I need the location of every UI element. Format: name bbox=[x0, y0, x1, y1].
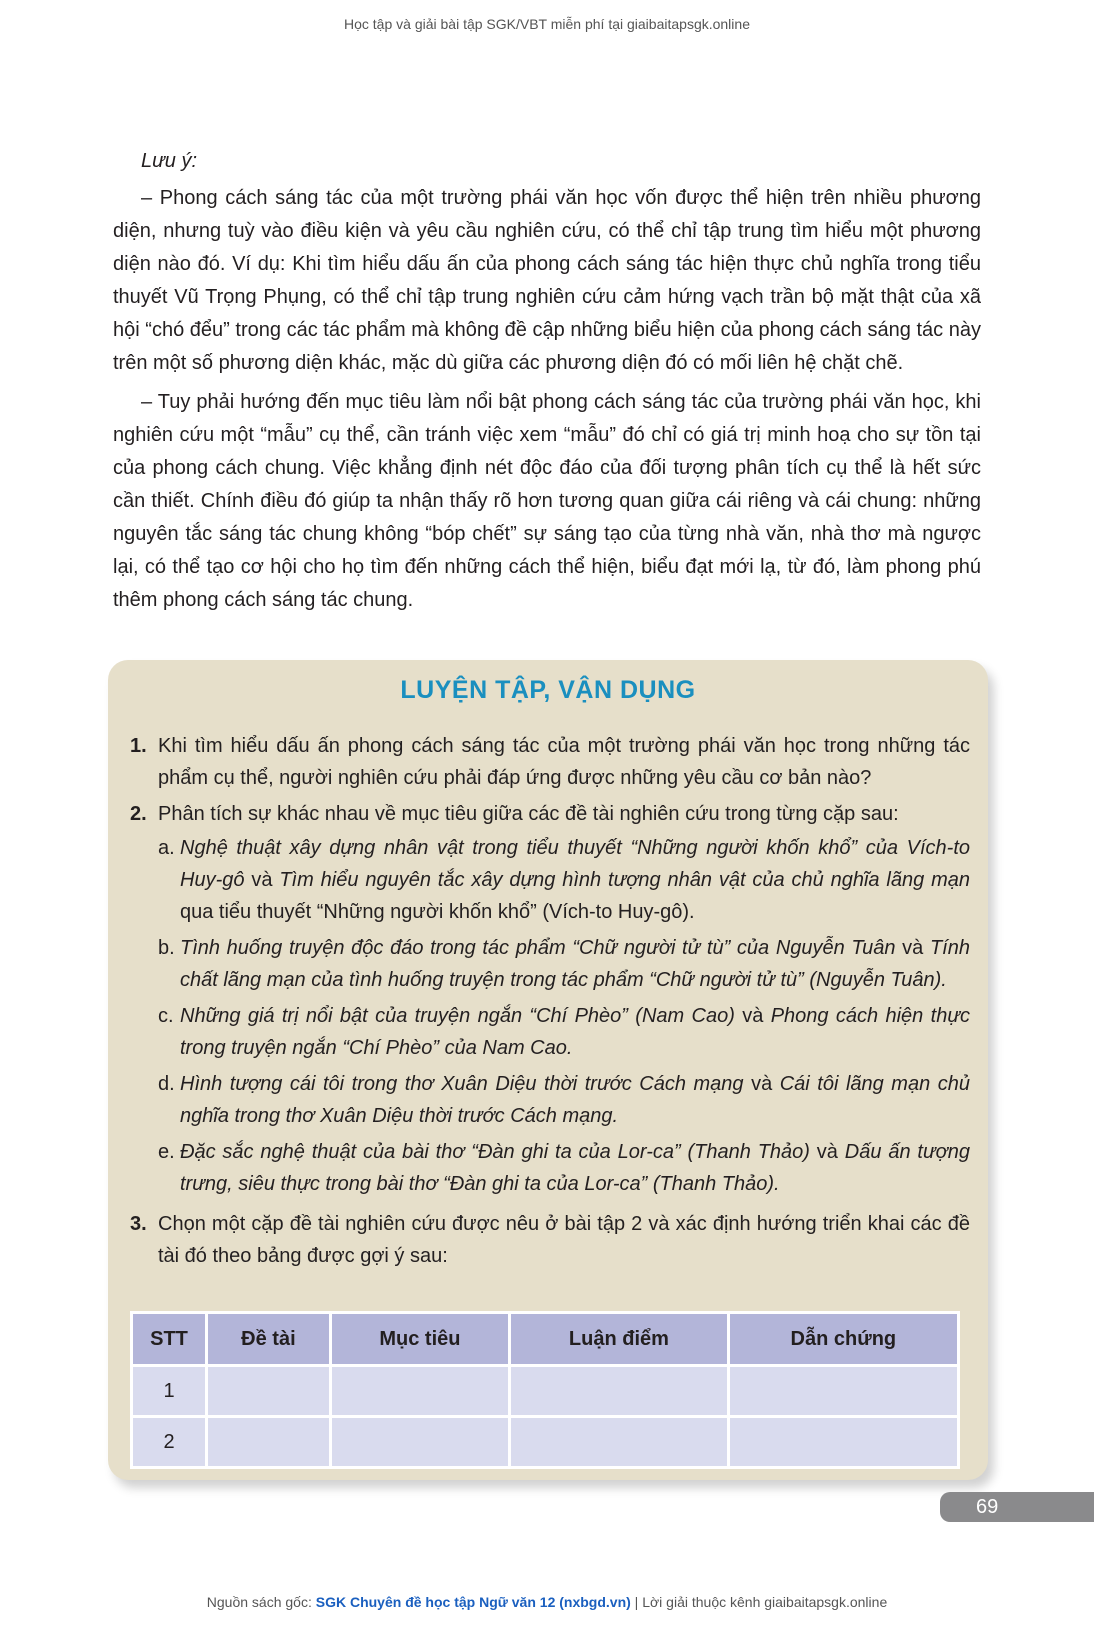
page-number: 69 bbox=[940, 1492, 1094, 1522]
topic-e1: Đặc sắc nghệ thuật của bài thơ “Đàn ghi ta của Lor-ca” (Thanh Thảo) bbox=[180, 1141, 810, 1163]
exercise-text: Khi tìm hiểu dấu ấn phong cách sáng tác của một trường phái văn học trong những tác phẩm cụ thể, người nghiên cứu phải đáp ứng được những yêu cầu cơ bản nào? bbox=[158, 735, 970, 789]
sub-item-c bbox=[158, 1000, 970, 1064]
suggestion-table bbox=[130, 1311, 960, 1469]
footer-prefix: Nguồn sách gốc: bbox=[206, 1594, 316, 1610]
table-cell bbox=[330, 1417, 509, 1468]
note-paragraph-1: – Phong cách sáng tác của một trường phái văn học vốn được thể hiện trên nhiều phương diện, nhưng tuỳ vào điều kiện và yêu cầu nghiên cứu, có thể chỉ tập trung tìm hiểu một phương diện nào đó. Ví dụ: Khi tìm hiểu dấu ấn của phong cách sáng tác hiện thực chủ nghĩa trong tiểu thuyết Vũ Trọng Phụng, có thể chỉ tập trung nghiên cứu cảm hứng vạch trần bộ mặt thật của xã hội “chó đểu” trong các tác phẩm mà không đề cập những biểu hiện của phong cách sáng tác này trên một số phương diện khác, mặc dù giữa các phương diện đó có mối liên hệ chặt chẽ. bbox=[113, 187, 981, 374]
exercise-text: Chọn một cặp đề tài nghiên cứu được nêu ở bài tập 2 và xác định hướng triển khai các đề tài đó theo bảng được gợi ý sau: bbox=[158, 1213, 970, 1267]
sub-letter: c. bbox=[158, 1005, 174, 1027]
note-section bbox=[113, 145, 981, 623]
sub-item-e bbox=[158, 1136, 970, 1200]
conjunction: và bbox=[734, 1005, 771, 1027]
exercise-2 bbox=[130, 798, 970, 1204]
table-cell bbox=[207, 1366, 331, 1417]
exercise-number: 2. bbox=[130, 803, 147, 825]
row-number: 2 bbox=[132, 1417, 207, 1468]
sub-item-d bbox=[158, 1068, 970, 1132]
table-cell bbox=[728, 1366, 958, 1417]
sub-letter: e. bbox=[158, 1141, 175, 1163]
header-stt: STT bbox=[132, 1313, 207, 1366]
topic-b2: Tính chất lãng mạn của tình huống truyện trong tác phẩm “Chữ người tử tù” (Nguyễn Tuân). bbox=[180, 937, 970, 991]
topic-c2: Phong cách hiện thực trong truyện ngắn “Chí Phèo” của Nam Cao. bbox=[180, 1005, 970, 1059]
exercise-3 bbox=[130, 1208, 970, 1272]
sub-letter: b. bbox=[158, 937, 175, 959]
exercise-list bbox=[130, 730, 970, 1276]
source-link[interactable]: SGK Chuyên đề học tập Ngữ văn 12 (nxbgd.vn) bbox=[315, 1594, 631, 1610]
practice-title: LUYỆN TẬP, VẬN DỤNG bbox=[400, 676, 696, 704]
sub-letter: a. bbox=[158, 837, 175, 859]
conjunction: và bbox=[743, 1073, 780, 1095]
row-number: 1 bbox=[132, 1366, 207, 1417]
header-objective: Mục tiêu bbox=[330, 1313, 509, 1366]
footer-suffix: | Lời giải thuộc kênh giaibaitapsgk.online bbox=[630, 1594, 888, 1610]
topic-d1: Hình tượng cái tôi trong thơ Xuân Diệu thời trước Cách mạng bbox=[180, 1073, 744, 1095]
table-cell bbox=[728, 1417, 958, 1468]
exercise-text: Phân tích sự khác nhau về mục tiêu giữa các đề tài nghiên cứu trong từng cặp sau: bbox=[158, 803, 899, 825]
table-row bbox=[132, 1417, 959, 1468]
header-argument: Luận điểm bbox=[510, 1313, 729, 1366]
header-evidence: Dẫn chứng bbox=[728, 1313, 958, 1366]
conjunction: và bbox=[895, 937, 930, 959]
source-footer bbox=[0, 1594, 1094, 1610]
conjunction: và bbox=[809, 1141, 845, 1163]
header-topic: Đề tài bbox=[207, 1313, 331, 1366]
table-cell bbox=[510, 1366, 729, 1417]
topic-d2: Cái tôi lãng mạn chủ nghĩa trong thơ Xuân Diệu thời trước Cách mạng. bbox=[180, 1073, 970, 1127]
site-header: Học tập và giải bài tập SGK/VBT miễn phí tại giaibaitapsgk.online bbox=[344, 16, 750, 32]
topic-e2: Dấu ấn tượng trưng, siêu thực trong bài thơ “Đàn ghi ta của Lor-ca” (Thanh Thảo). bbox=[180, 1141, 970, 1195]
table-cell bbox=[330, 1366, 509, 1417]
topic-b1: Tình huống truyện độc đáo trong tác phẩm “Chữ người tử tù” của Nguyễn Tuân bbox=[180, 937, 896, 959]
topic-a2: Tìm hiểu nguyên tắc xây dựng hình tượng nhân vật của chủ nghĩa lãng mạn bbox=[279, 869, 970, 891]
topic-c1: Những giá trị nổi bật của truyện ngắn “Chí Phèo” (Nam Cao) bbox=[180, 1005, 735, 1027]
conjunction: và bbox=[244, 869, 280, 891]
practice-box bbox=[108, 660, 988, 1480]
exercise-number: 3. bbox=[130, 1213, 147, 1235]
table-cell bbox=[510, 1417, 729, 1468]
exercise-1 bbox=[130, 730, 970, 794]
table-cell bbox=[207, 1417, 331, 1468]
table-row bbox=[132, 1366, 959, 1417]
topic-a2-tail: qua tiểu thuyết “Những người khốn khổ” (Vích-to Huy-gô). bbox=[180, 901, 695, 923]
exercise-number: 1. bbox=[130, 735, 147, 757]
table-header-row bbox=[132, 1313, 959, 1366]
sub-item-a bbox=[158, 832, 970, 928]
sub-letter: d. bbox=[158, 1073, 175, 1095]
topic-a1: Nghệ thuật xây dựng nhân vật trong tiểu thuyết “Những người khốn khổ” của Vích-to Huy-gô bbox=[180, 837, 970, 891]
note-paragraph-2: – Tuy phải hướng đến mục tiêu làm nổi bật phong cách sáng tác của trường phái văn học, khi nghiên cứu một “mẫu” cụ thể, cần tránh việc xem “mẫu” đó chỉ có giá trị minh hoạ cho sự tồn tại của phong cách chung. Việc khẳng định nét độc đáo của đối tượng phân tích cụ thể là hết sức cần thiết. Chính điều đó giúp ta nhận thấy rõ hơn tương quan giữa cái riêng và cái chung: những nguyên tắc sáng tác chung không “bóp chết” sự sáng tạo của từng nhà văn, nhà thơ mà ngược lại, có thể tạo cơ hội cho họ tìm đến những cách thể hiện, biểu đạt mới lạ, từ đó, làm phong phú thêm phong cách sáng tác chung. bbox=[113, 391, 981, 611]
note-label: Lưu ý: bbox=[141, 150, 198, 172]
sub-item-b bbox=[158, 932, 970, 996]
